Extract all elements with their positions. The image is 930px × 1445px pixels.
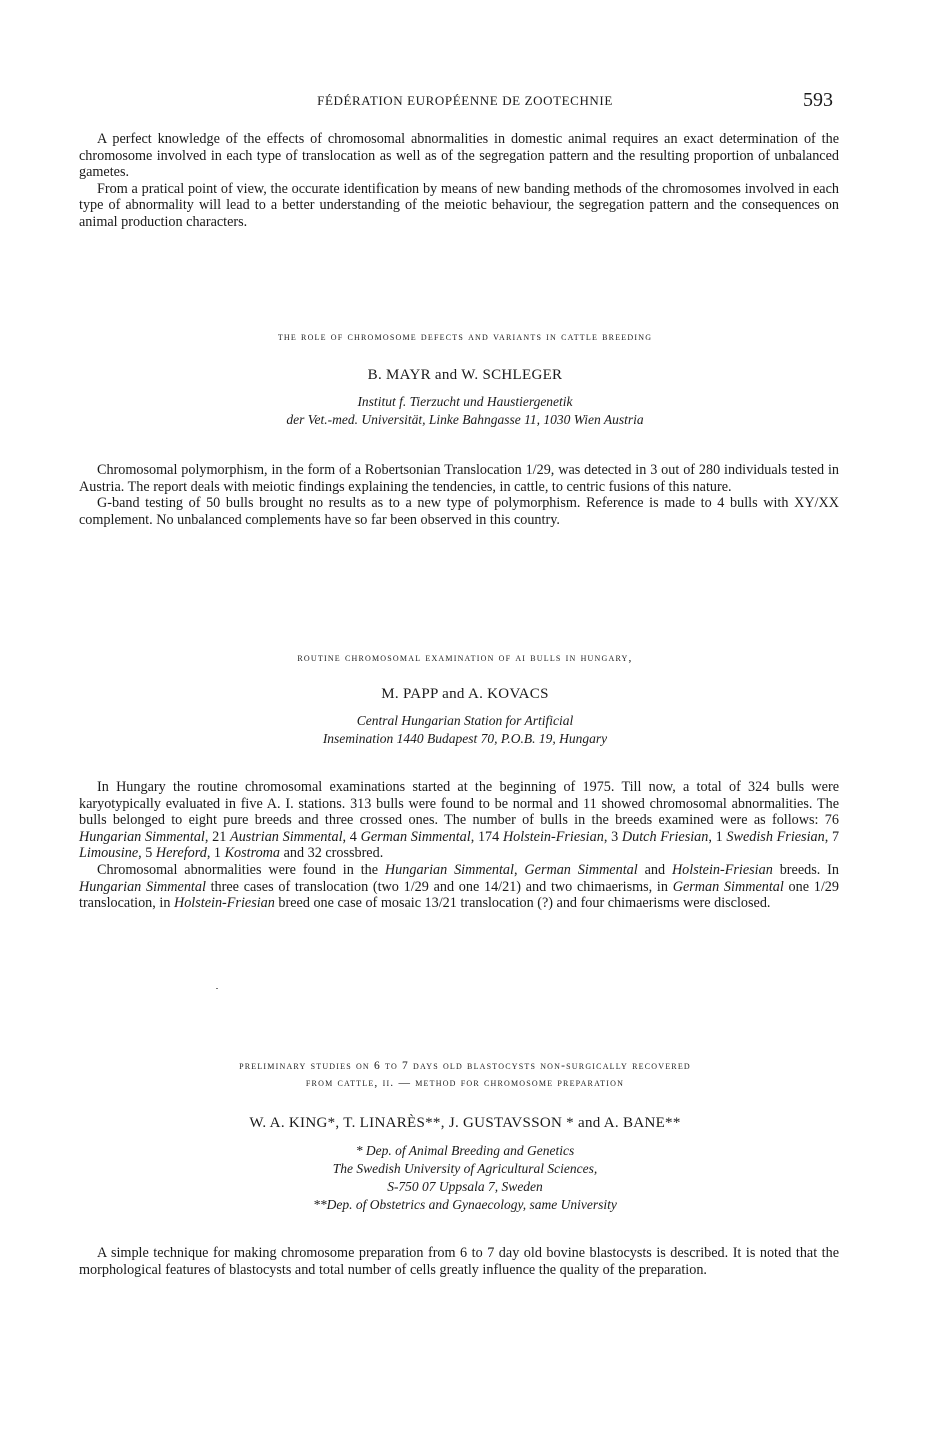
section1-affiliation-line1: Institut f. Tierzucht und Haustiergenetik xyxy=(357,394,573,409)
page-number: 593 xyxy=(803,89,833,111)
section2-text xyxy=(79,779,839,912)
section3-title-line1: preliminary studies on 6 to 7 days old blastocysts non-surgically recovered xyxy=(239,1060,691,1072)
section3-title-line2: from cattle, ii. — method for chromosome preparation xyxy=(305,1077,625,1089)
intro-text xyxy=(79,131,839,231)
section2-paragraph-2: Chromosomal abnormalities were found in the Hungarian Simmental, German Simmental and Holstein-Friesian breeds. In Hungarian Simmental three cases of translocation (two 1/29 and one 14/21) and two chimaerisms, in German Simmental one 1/29 translocation, in Holstein-Friesian breed one case of mosaic 13/21 translocation (?) and four chimaerisms were disclosed. xyxy=(79,861,839,912)
section2-affiliation-line2: Insemination 1440 Budapest 70, P.O.B. 19, Hungary xyxy=(322,731,608,746)
section3-authors: W. A. KING*, T. LINARÈS**, J. GUSTAVSSON * and A. BANE** xyxy=(249,1115,681,1131)
section1-affiliation-line2: der Vet.-med. Universität, Linke Bahngasse 11, 1030 Wien Austria xyxy=(286,412,644,427)
intro-paragraph-2: From a pratical point of view, the occurate identification by means of new banding methods of the chromosomes involved in each type of abnormality will lead to a better understanding of the meiotic behaviour, the segregation pattern and the consequences on animal production characters. xyxy=(79,180,839,230)
section3-affiliation-line1: * Dep. of Animal Breeding and Genetics xyxy=(355,1143,575,1158)
section3-paragraph-1: A simple technique for making chromosome preparation from 6 to 7 day old bovine blastocysts is described. It is noted that the morphological features of blastocysts and total number of cells greatly influence the quality of the preparation. xyxy=(79,1245,839,1278)
print-speck xyxy=(216,988,218,989)
section2-affiliation-line1: Central Hungarian Station for Artificial xyxy=(356,713,574,728)
intro-paragraph-1: A perfect knowledge of the effects of chromosomal abnormalities in domestic animal requires an exact determination of the chromosome involved in each type of translocation as well as of the segregation pattern and the resulting proportion of unbalanced gametes. xyxy=(79,131,839,181)
section3-title xyxy=(60,1058,870,1092)
section1-title: the role of chromosome defects and variants in cattle breeding xyxy=(277,331,653,343)
running-head: FÉDÉRATION EUROPÉENNE DE ZOOTECHNIE xyxy=(317,93,613,108)
section1-paragraph-1: Chromosomal polymorphism, in the form of a Robertsonian Translocation 1/29, was detected in 3 out of 280 individuals tested in Austria. The report deals with meiotic findings explaining the tendencies, in cattle, to centric fusions of this nature. xyxy=(79,462,839,495)
section1-paragraph-2: G-band testing of 50 bulls brought no results as to a new type of polymorphism. Reference is made to 4 bulls with XY/XX complement. No unbalanced complements have so far been observed in this country. xyxy=(79,495,839,528)
section1-text xyxy=(79,462,839,528)
section1-affiliation xyxy=(0,393,930,429)
section3-text xyxy=(79,1245,839,1278)
section3-affiliation xyxy=(0,1142,930,1214)
section3-affiliation-line3: S-750 07 Uppsala 7, Sweden xyxy=(387,1179,543,1194)
section3-affiliation-line2: The Swedish University of Agricultural Sciences, xyxy=(332,1161,598,1176)
section3-affiliation-line4: **Dep. of Obstetrics and Gynaecology, same University xyxy=(313,1197,617,1212)
section2-affiliation xyxy=(0,712,930,748)
section2-paragraph-1: In Hungary the routine chromosomal examinations started at the beginning of 1975. Till now, a total of 324 bulls were karyotypically evaluated in five A. I. stations. 313 bulls were found to be normal and 11 showed chromosomal abnormalities. The bulls belonged to eight pure breeds and three crossed ones. The number of bulls in the breeds examined were as follows: 76 Hungarian Simmental, 21 Austrian Simmental, 4 German Simmental, 174 Holstein-Friesian, 3 Dutch Friesian, 1 Swedish Friesian, 7 Limousine, 5 Hereford, 1 Kostroma and 32 crossbred. xyxy=(79,779,840,862)
section2-authors: M. PAPP and A. KOVACS xyxy=(381,686,549,702)
section1-authors: B. MAYR and W. SCHLEGER xyxy=(367,367,563,383)
page-header xyxy=(0,89,930,113)
section2-title: routine chromosomal examination of ai bulls in hungary, xyxy=(297,652,633,664)
